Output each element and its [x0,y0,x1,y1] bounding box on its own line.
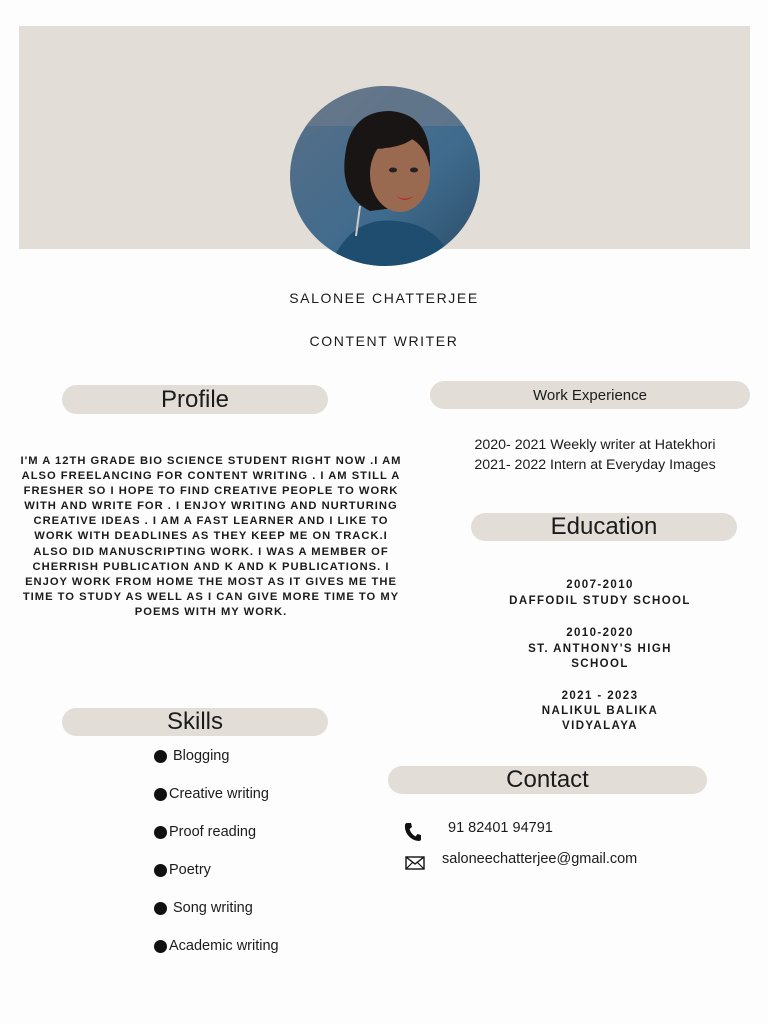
profile-text: I'M A 12TH GRADE BIO SCIENCE STUDENT RIGHT NOW .I AM ALSO FREELANCING FOR CONTENT WRITING . I AM STILL A FRESHER SO I HOPE TO FIND CREATIVE PEOPLE TO WORK WITH AND WRITE FOR . I ENJOY WRITING AND NURTURING CREATIVE IDEAS . I AM A FAST LEARNER AND I LIKE TO WORK WITH DEADLINES AS THEY KEEP ME ON TRACK.I ALSO DID MANUSCRIPTING WORK. I WAS A MEMBER OF CHERRISH PUBLICATION AND K AND K PUBLICATIONS. I ENJOY WORK FROM HOME THE MOST AS IT GIVES ME THE TIME TO STUDY AS WELL AS I CAN GIVE MORE TIME TO MY POEMS WITH MY WORK. [20,455,402,618]
education-school: NALIKUL BALIKA [541,705,659,717]
bullet-icon [154,864,167,877]
skill-item [154,900,253,916]
candidate-name: SALONEE CHATTERJEE [289,290,479,306]
education-years: 2010-2020 [566,627,634,639]
skill-label: Song writing [173,900,253,916]
education-school: SCHOOL [571,658,629,670]
skills-heading: Skills [62,708,328,736]
bullet-icon [154,788,167,801]
skill-item [154,824,256,840]
skill-label: Blogging [173,748,230,764]
skill-label: Academic writing [169,938,279,954]
work-experience-heading: Work Experience [430,381,750,409]
phone-icon [404,822,422,842]
bullet-icon [154,750,167,763]
education-school: ST. ANTHONY'S HIGH [528,643,672,655]
contact-heading: Contact [388,766,707,794]
skill-item [154,786,269,802]
education-school: VIDYALAYA [562,720,638,732]
profile-photo [290,86,480,266]
envelope-icon [405,856,425,870]
skill-item [154,938,279,954]
profile-heading: Profile [62,385,328,414]
contact-email[interactable]: saloneechatterjee@gmail.com [442,851,638,867]
skill-item [154,862,211,878]
skill-label: Creative writing [169,786,269,802]
work-item: 2020- 2021 Weekly writer at Hatekhori [474,437,716,453]
education-school: DAFFODIL STUDY SCHOOL [509,595,691,607]
education-years: 2021 - 2023 [561,690,639,702]
education-heading: Education [471,513,737,541]
bullet-icon [154,826,167,839]
skill-label: Proof reading [169,824,257,840]
contact-phone[interactable]: 91 82401 94791 [448,820,553,836]
candidate-role: CONTENT WRITER [309,333,459,349]
bullet-icon [154,940,167,953]
skill-label: Poetry [169,862,211,878]
education-years: 2007-2010 [566,579,634,591]
work-item: 2021- 2022 Intern at Everyday Images [474,457,716,473]
profile-photo-image [290,86,480,266]
skill-item [154,748,229,764]
bullet-icon [154,902,167,915]
